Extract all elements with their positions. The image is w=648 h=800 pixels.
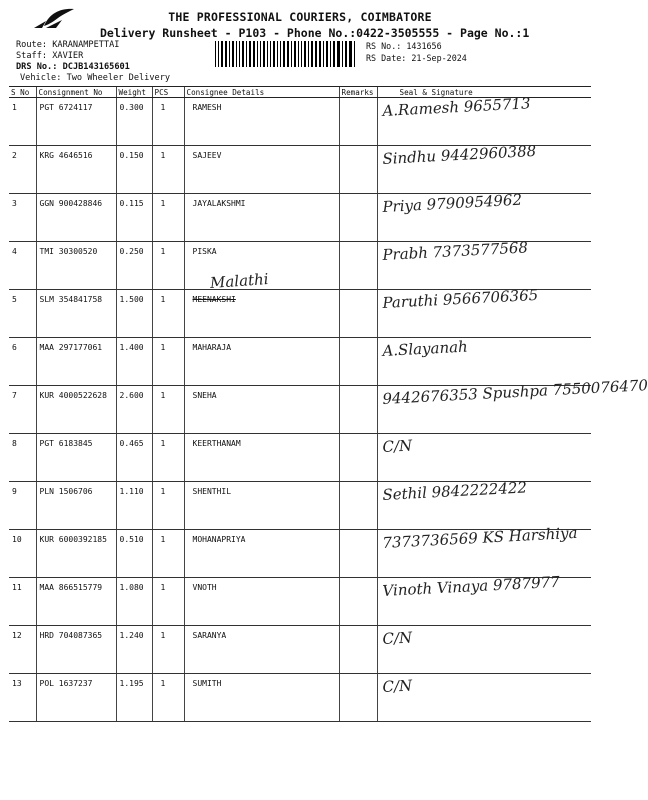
sno-cell: 6 — [9, 338, 36, 386]
weight-cell: 0.465 — [116, 434, 152, 482]
remarks-cell — [339, 434, 377, 482]
remarks-cell — [339, 578, 377, 626]
weight-cell: 1.080 — [116, 578, 152, 626]
rs-date: RS Date: 21-Sep-2024 — [366, 53, 467, 63]
consignment-cell: KUR 6000392185 — [36, 530, 116, 578]
handwritten-signature: C/N — [381, 676, 413, 696]
consignment-cell: PGT 6183845 — [36, 434, 116, 482]
barcode-bar — [215, 41, 216, 67]
consignment-cell: PGT 6724117 — [36, 98, 116, 146]
handwritten-signature: Priya 9790954962 — [381, 190, 522, 216]
sno-cell: 7 — [9, 386, 36, 434]
consignee-cell: SHENTHIL — [184, 482, 339, 530]
barcode-bar — [273, 41, 275, 67]
signature-cell — [377, 141, 591, 194]
table-row — [9, 194, 591, 242]
barcode-bar — [239, 41, 240, 67]
barcode-bar — [267, 41, 268, 67]
runsheet-barcode — [215, 41, 355, 67]
sno-cell: 11 — [9, 578, 36, 626]
sno-cell: 3 — [9, 194, 36, 242]
barcode-bar — [221, 41, 223, 67]
barcode-bar — [319, 41, 321, 67]
barcode-bar — [280, 41, 281, 67]
consignment-cell: MAA 297177061 — [36, 338, 116, 386]
barcode-bar — [342, 41, 343, 67]
handwritten-signature: Prabh 7373577568 — [381, 238, 528, 264]
consignment-cell: SLM 354841758 — [36, 290, 116, 338]
consignment-cell: MAA 866515779 — [36, 578, 116, 626]
pcs-cell: 1 — [152, 194, 184, 242]
company-title: THE PROFESSIONAL COURIERS, COIMBATORE — [168, 10, 432, 24]
signature-cell — [377, 190, 591, 242]
signature-cell — [377, 238, 591, 290]
sno-cell: 13 — [9, 674, 36, 722]
route-text: Route: KARANAMPETTAI — [16, 40, 120, 50]
barcode-bar — [333, 41, 335, 67]
pcs-cell: 1 — [152, 674, 184, 722]
sno-cell: 2 — [9, 146, 36, 194]
consignee-cell: SAJEEV — [184, 146, 339, 194]
consignment-cell: GGN 900428846 — [36, 194, 116, 242]
handwritten-note: Malathi — [209, 269, 270, 293]
consignee-cell: MOHANAPRIYA — [184, 530, 339, 578]
table-row — [9, 98, 591, 146]
handwritten-signature: Vinoth Vinaya 9787977 — [381, 572, 560, 600]
pcs-cell: 1 — [152, 338, 184, 386]
weight-cell: 1.400 — [116, 338, 152, 386]
col-header-signature: Seal & Signature — [377, 87, 591, 98]
sno-cell: 5 — [9, 290, 36, 338]
sno-cell: 1 — [9, 98, 36, 146]
table-row — [9, 146, 591, 194]
barcode-bar — [337, 41, 340, 67]
barcode-bar — [242, 41, 244, 67]
barcode-bar — [218, 41, 219, 67]
consignee-cell: RAMESH — [184, 98, 339, 146]
barcode-bar — [298, 41, 299, 67]
pcs-cell: 1 — [152, 626, 184, 674]
remarks-cell — [339, 626, 377, 674]
vehicle-text: Vehicle: Two Wheeler Delivery — [20, 73, 171, 83]
consignment-cell: PLN 1506706 — [36, 482, 116, 530]
consignment-cell: TMI 30300520 — [36, 242, 116, 290]
remarks-cell — [339, 146, 377, 194]
weight-cell: 0.115 — [116, 194, 152, 242]
drs-value: DCJB143165601 — [62, 62, 130, 72]
barcode-bar — [225, 41, 227, 67]
col-header-remarks: Remarks — [339, 87, 377, 98]
weight-cell: 1.110 — [116, 482, 152, 530]
pcs-cell: 1 — [152, 578, 184, 626]
consignee-cell: KEERTHANAM — [184, 434, 339, 482]
signature-cell — [377, 434, 591, 482]
handwritten-signature: Sethil 9842222422 — [381, 478, 527, 504]
pcs-cell: 1 — [152, 290, 184, 338]
barcode-bar — [308, 41, 309, 67]
pcs-cell: 1 — [152, 146, 184, 194]
remarks-cell — [339, 530, 377, 578]
drs-number — [16, 62, 130, 72]
remarks-cell — [339, 338, 377, 386]
barcode-bar — [311, 41, 313, 67]
barcode-bar — [291, 41, 292, 67]
weight-cell: 0.300 — [116, 98, 152, 146]
table-row — [9, 578, 591, 626]
table-row — [9, 338, 591, 386]
barcode-bar — [354, 41, 355, 67]
barcode-bar — [349, 41, 352, 67]
weight-cell: 1.240 — [116, 626, 152, 674]
handwritten-signature: A.Ramesh 9655713 — [381, 94, 531, 120]
barcode-bar — [330, 41, 331, 67]
sno-cell: 10 — [9, 530, 36, 578]
runsheet-table — [9, 86, 648, 722]
col-header-pcs: PCS — [152, 87, 184, 98]
signature-cell — [377, 674, 591, 722]
weight-cell: 2.600 — [116, 386, 152, 434]
weight-cell: 0.510 — [116, 530, 152, 578]
barcode-bar — [315, 41, 317, 67]
remarks-cell — [339, 386, 377, 434]
table-row — [9, 434, 591, 482]
consignee-cell: SARANYA — [184, 626, 339, 674]
table-row — [9, 674, 591, 722]
sno-cell: 9 — [9, 482, 36, 530]
barcode-bar — [260, 41, 261, 67]
consignee-cell: SUMITH — [184, 674, 339, 722]
col-header-consignee: Consignee Details — [184, 87, 339, 98]
rs-number: RS No.: 1431656 — [366, 41, 442, 51]
signature-cell — [377, 572, 591, 626]
barcode-bar — [301, 41, 302, 67]
barcode-bar — [345, 41, 347, 67]
signature-cell — [377, 285, 591, 338]
col-header-consignment: Consignment No — [36, 87, 116, 98]
weight-cell: 0.250 — [116, 242, 152, 290]
pcs-cell: 1 — [152, 98, 184, 146]
pcs-cell: 1 — [152, 482, 184, 530]
weight-cell: 1.195 — [116, 674, 152, 722]
table-row — [9, 242, 591, 290]
barcode-bar — [326, 41, 328, 67]
pcs-cell: 1 — [152, 434, 184, 482]
pcs-cell: 1 — [152, 386, 184, 434]
signature-cell — [377, 338, 591, 386]
handwritten-signature: Paruthi 9566706365 — [381, 285, 539, 312]
pcs-cell: 1 — [152, 242, 184, 290]
remarks-cell — [339, 674, 377, 722]
consignee-cell: JAYALAKSHMI — [184, 194, 339, 242]
runsheet-subtitle: Delivery Runsheet - P103 - Phone No.:0422-3505555 - Page No.:1 — [100, 26, 530, 40]
signature-cell — [377, 94, 591, 146]
col-header-sno: S No — [9, 87, 36, 98]
signature-cell — [377, 478, 591, 530]
staff-text: Staff: XAVIER — [16, 51, 84, 61]
handwritten-signature: C/N — [381, 628, 413, 648]
barcode-bar — [253, 41, 255, 67]
handwritten-signature: 9442676353 Spushpa 7550076470 — [381, 376, 648, 408]
table-row — [9, 290, 591, 338]
barcode-bar — [232, 41, 234, 67]
consignee-cell: PISKA — [184, 242, 339, 290]
handwritten-signature: C/N — [381, 436, 413, 456]
remarks-cell — [339, 242, 377, 290]
sno-cell: 12 — [9, 626, 36, 674]
handwritten-signature: 7373736569 KS Harshiya — [381, 523, 578, 552]
consignment-cell: POL 1637237 — [36, 674, 116, 722]
consignee-cell: VNOTH — [184, 578, 339, 626]
barcode-bar — [246, 41, 247, 67]
signature-cell — [377, 523, 591, 578]
remarks-cell — [339, 98, 377, 146]
remarks-cell — [339, 194, 377, 242]
barcode-bar — [249, 41, 251, 67]
handwritten-signature: Sindhu 9442960388 — [381, 141, 537, 168]
barcode-bar — [283, 41, 285, 67]
table-row — [9, 386, 591, 434]
table-row — [9, 626, 591, 674]
consignment-cell: KRG 4646516 — [36, 146, 116, 194]
drs-label: DRS No.: — [16, 62, 58, 72]
consignee-cell: MAHARAJA — [184, 338, 339, 386]
consignment-cell: HRD 704087365 — [36, 626, 116, 674]
remarks-cell — [339, 482, 377, 530]
barcode-bar — [304, 41, 306, 67]
sno-cell: 8 — [9, 434, 36, 482]
col-header-weight: Weight — [116, 87, 152, 98]
table-row — [9, 482, 591, 530]
barcode-bar — [287, 41, 289, 67]
barcode-bar — [257, 41, 258, 67]
signature-cell — [377, 376, 648, 434]
sno-cell: 4 — [9, 242, 36, 290]
pcs-cell: 1 — [152, 530, 184, 578]
consignee-cell: SNEHA — [184, 386, 339, 434]
barcode-bar — [294, 41, 296, 67]
barcode-bar — [323, 41, 324, 67]
barcode-bar — [236, 41, 237, 67]
table-row — [9, 530, 591, 578]
barcode-bar — [277, 41, 278, 67]
consignment-cell: KUR 4000522628 — [36, 386, 116, 434]
weight-cell: 1.500 — [116, 290, 152, 338]
barcode-bar — [263, 41, 265, 67]
weight-cell: 0.150 — [116, 146, 152, 194]
handwritten-signature: A.Slayanah — [381, 337, 468, 360]
signature-cell — [377, 626, 591, 674]
remarks-cell — [339, 290, 377, 338]
barcode-bar — [270, 41, 271, 67]
barcode-bar — [229, 41, 230, 67]
consignee-cell: MEENAKSHI — [184, 290, 339, 338]
